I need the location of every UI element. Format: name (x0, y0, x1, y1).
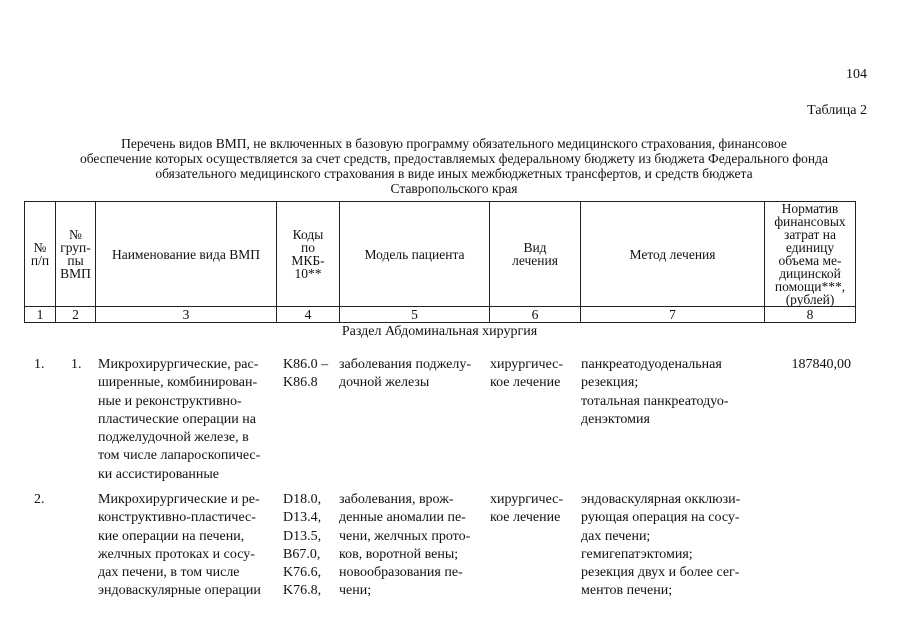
column-number: 2 (56, 307, 96, 323)
row-name-line: Микрохирургические и ре- (98, 492, 260, 507)
col-header-line: п/п (30, 253, 50, 268)
title-line: Перечень видов ВМП, не включенных в базовую программу обязательного медицинского страхования, финансовое (121, 136, 787, 151)
row-model (339, 491, 485, 601)
row-method (581, 491, 757, 601)
row-code-line: K86.0 – (283, 357, 329, 372)
row-cost: 187840,00 (791, 357, 851, 372)
row-treatment-line: хирургичес- (490, 492, 564, 507)
table-title (24, 136, 884, 196)
column-number: 4 (277, 307, 340, 323)
row-model-line: чени; (339, 583, 372, 599)
col-header-model (340, 202, 490, 307)
row-code-line: D13.4, (283, 510, 322, 526)
col-header-cost (765, 202, 856, 307)
col-header-line: Модель пациента (364, 246, 465, 262)
col-header-line: помощи***, (774, 279, 846, 294)
column-number: 8 (765, 307, 856, 323)
row-code-line: D18.0, (283, 492, 322, 507)
page-number: 104 (846, 67, 867, 82)
col-header-line: 10** (294, 266, 322, 281)
col-header-num (25, 202, 56, 307)
row-model-line: новообразования пе- (339, 565, 463, 581)
row-group: 1. (71, 357, 82, 372)
row-name-line: кие операции на печени, (98, 528, 245, 544)
column-number: 3 (96, 307, 277, 323)
row-code-line: B67.0, (283, 546, 321, 562)
col-header-line: Метод лечения (629, 246, 716, 262)
row-method-line: резекция; (581, 375, 639, 391)
col-header-line: груп- (60, 240, 91, 255)
row-treatment (490, 491, 563, 528)
column-number: 1 (25, 307, 56, 323)
row-name-line: конструктивно-пластичес- (98, 510, 256, 526)
section-title: Раздел Абдоминальная хирургия (341, 324, 538, 339)
row-method-line: рующая операция на сосу- (581, 510, 740, 526)
row-name-line: ширенные, комбинирован- (98, 375, 258, 391)
col-header-line: дицинской (779, 266, 841, 281)
row-model-line: чени, желчных прото- (339, 528, 471, 544)
row-name-line: том числе лапароскопичес- (98, 448, 261, 464)
col-header-line: по (301, 240, 315, 255)
col-header-treatment (490, 202, 581, 307)
col-header-line: объема ме- (778, 253, 842, 268)
title-line: обеспечение которых осуществляется за счет средств, предоставляемых федеральному бюджету из бюджета Федерального фонда (79, 151, 829, 166)
row-method-line: резекция двух и более сег- (581, 565, 740, 581)
row-model-line: заболевания, врож- (339, 492, 454, 507)
row-code-line: K86.8 (283, 375, 318, 391)
row-model-line: ков, воротной вены; (339, 546, 459, 562)
row-method-line: денэктомия (581, 411, 650, 427)
row-code-line: K76.6, (283, 565, 322, 581)
row-model-line: заболевания поджелу- (339, 357, 472, 372)
row-treatment (490, 356, 563, 393)
col-header-line: затрат на (784, 227, 836, 242)
row-code-line: K76.8, (283, 583, 322, 599)
row-name-line: Микрохирургические, рас- (98, 357, 259, 372)
row-name-line: ные и реконструктивно- (98, 393, 242, 409)
row-treatment-line: кое лечение (490, 510, 561, 526)
row-method-line: ментов печени; (581, 583, 673, 599)
row-codes (283, 491, 321, 601)
row-name-line: эндоваскулярные операции (98, 583, 261, 599)
header-table (24, 201, 856, 323)
col-header-line: пы (67, 253, 84, 268)
col-header-line: Вид (523, 240, 547, 255)
row-method (581, 356, 757, 429)
row-treatment-line: кое лечение (490, 375, 561, 391)
col-header-line: (рублей) (785, 292, 835, 307)
column-number: 7 (581, 307, 765, 323)
title-line: обязательного медицинского страхования в виде иных межбюджетных трансфертов, и средств бюджета (155, 166, 753, 181)
col-header-line: Наименование вида ВМП (111, 246, 261, 262)
col-header-method (581, 202, 765, 307)
col-header-line: № (33, 240, 47, 255)
row-method-line: панкреатодуоденальная (581, 357, 722, 372)
row-method-line: тотальная панкреатодуо- (581, 393, 729, 409)
row-code-line: D13.5, (283, 528, 322, 544)
row-name (98, 491, 273, 601)
column-number: 5 (340, 307, 490, 323)
row-model-line: дочной железы (339, 375, 430, 391)
row-treatment-line: хирургичес- (490, 357, 564, 372)
col-header-line: лечения (512, 253, 558, 268)
col-header-line: № (69, 227, 82, 242)
col-header-line: Норматив (781, 201, 839, 216)
row-method-line: эндоваскулярная окклюзи- (581, 492, 741, 507)
row-name-line: дах печени, в том числе (98, 565, 240, 581)
row-name (98, 356, 273, 484)
col-header-line: Коды (292, 227, 324, 242)
row-method-line: дах печени; (581, 528, 651, 544)
row-method-line: гемигепатэктомия; (581, 546, 693, 562)
row-number: 2. (34, 492, 45, 507)
col-header-line: финансовых (774, 214, 846, 229)
col-header-line: ВМП (60, 266, 91, 281)
row-name-line: ки ассистированные (98, 466, 219, 482)
col-header-codes (277, 202, 340, 307)
row-model-line: денные аномалии пе- (339, 510, 466, 526)
row-name-line: поджелудочной железе, в (98, 430, 249, 446)
col-header-line: единицу (785, 240, 835, 255)
column-number: 6 (490, 307, 581, 323)
title-line: Ставропольского края (390, 181, 518, 196)
col-header-group (56, 202, 96, 307)
row-codes (283, 356, 328, 393)
row-name-line: желчных протоках и сосу- (98, 546, 255, 562)
row-number: 1. (34, 357, 45, 372)
col-header-name (96, 202, 277, 307)
row-name-line: пластические операции на (98, 411, 256, 427)
col-header-line: МКБ- (291, 253, 325, 268)
table-label: Таблица 2 (807, 103, 867, 118)
row-model (339, 356, 485, 393)
